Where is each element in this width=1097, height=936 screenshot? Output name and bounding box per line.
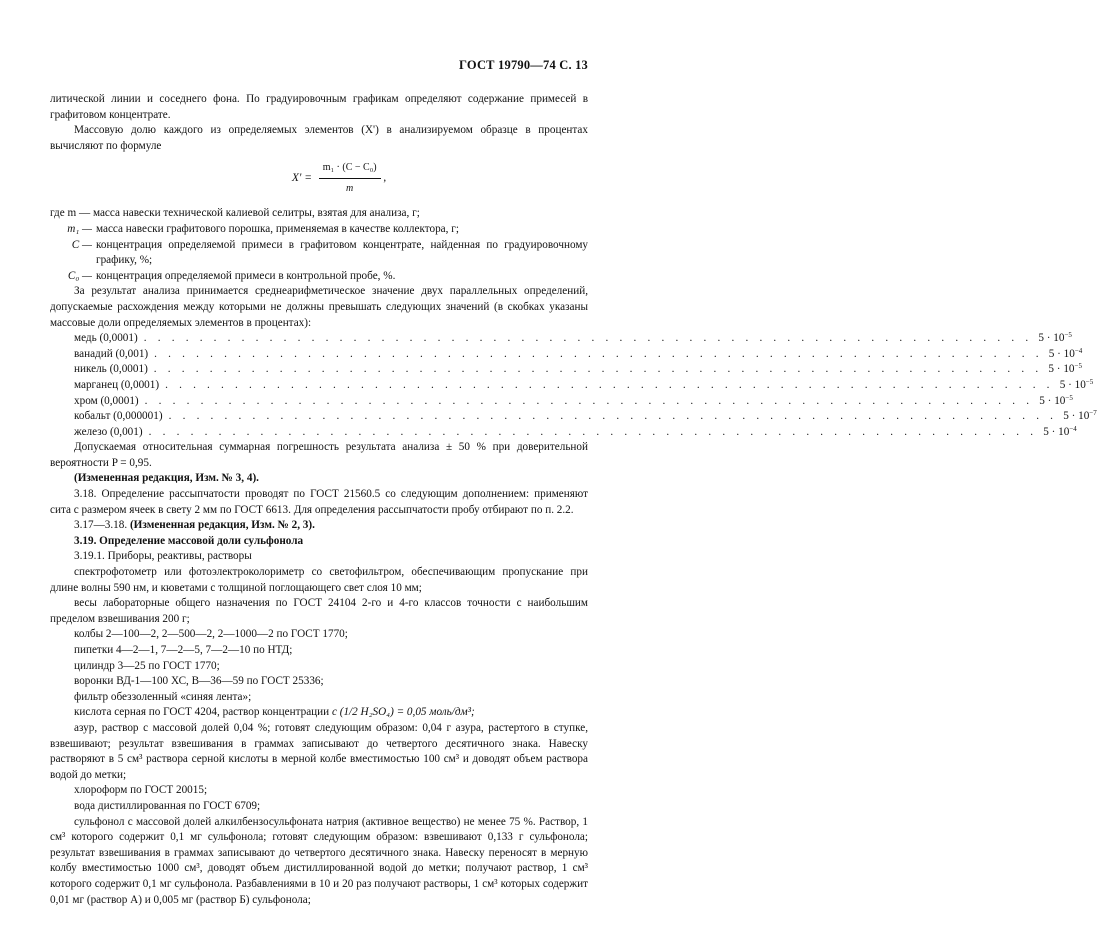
page-header: ГОСТ 19790—74 С. 13 bbox=[459, 58, 588, 72]
definition-text: концентрация определяемой примеси в графитовом концентрате, найденная по градуировочному графику, %; bbox=[96, 238, 588, 267]
definitions-list bbox=[50, 206, 588, 284]
limit-row bbox=[50, 331, 1072, 347]
limit-value: $5 \cdot 10^{-5}$ bbox=[1059, 377, 1094, 391]
edit-note-1: (Измененная редакция, Изм. № 3, 4). bbox=[74, 472, 259, 485]
section-heading-3-19-1: 3.19.1. Приборы, реактивы, растворы bbox=[74, 550, 252, 563]
limit-row bbox=[50, 409, 1097, 425]
reagent-sulfonol: сульфонол с массовой долей алкилбензосульфоната натрия (активное вещество) не менее 75 %. Раствор, 1 см³ которого содержит 0,1 мг сульфонола; готовят следующим образом: взвешивают 0,133 г сульфонола; результат взвешивания в граммах записывают до четвертого десятичного знака. Навеску переносят в мерную колбу вместимостью 1000 см³, доводят объем дистиллированной водой до метки; получают раствор, 1 см³ которого содержит 0,1 мг сульфонола. Разбавлениями в 10 и 20 раз получают растворы, 1 см³ которых содержит 0,01 мг (раствор А) и 0,005 мг (раствор Б) сульфонола; bbox=[50, 815, 588, 906]
definition-symbol: C₀ — bbox=[67, 269, 92, 282]
intro-paragraph-2: Массовую долю каждого из определяемых элементов (X') в анализируемом образце в процентах вычисляют по формуле bbox=[50, 124, 588, 152]
limit-row bbox=[50, 362, 1082, 378]
limit-element: ванадий (0,001) bbox=[74, 347, 149, 360]
limit-value: $5 \cdot 10^{-4}$ bbox=[1043, 424, 1077, 438]
reagent-sulfuric-acid: кислота серная по ГОСТ 4204, раствор концентрации c (1/2 H₂SO₄) = 0,05 моль/дм³; bbox=[74, 706, 475, 719]
definition-text: масса навески графитового порошка, применяемая в качестве коллектора, г; bbox=[96, 222, 459, 235]
limit-row bbox=[50, 393, 1073, 410]
formula-fraction bbox=[319, 160, 381, 196]
leader-dots: . . . . . . . . . . . . . . . . . . . . . . . . . . . . . . . . . . . . . . . . . . . . . . . . . . . . . . . . . . . . . . . . bbox=[154, 347, 1043, 360]
limit-element: железо (0,001) bbox=[74, 425, 143, 438]
reagent-water: вода дистиллированная по ГОСТ 6709; bbox=[74, 799, 261, 812]
definition-symbol: m₁ — bbox=[67, 222, 92, 235]
definition-item bbox=[50, 206, 588, 222]
limit-row bbox=[50, 424, 1077, 441]
equipment-item: цилиндр 3—25 по ГОСТ 1770; bbox=[74, 659, 220, 672]
equipment-item: фильтр обеззоленный «синяя лента»; bbox=[74, 690, 252, 703]
definition-text: масса навески технической калиевой селитры, взятая для анализа, г; bbox=[92, 207, 420, 220]
limit-element: марганец (0,0001) bbox=[74, 378, 160, 391]
definition-item bbox=[50, 238, 588, 269]
limit-row bbox=[50, 346, 1083, 363]
limit-value: $5 \cdot 10^{-5}$ bbox=[1048, 362, 1082, 376]
definition-symbol: C — bbox=[71, 238, 92, 251]
formula-lhs: X' = bbox=[291, 171, 312, 184]
equipment-item: пипетки 4—2—1, 7—2—5, 7—2—10 по НТД; bbox=[74, 644, 293, 656]
formula-denominator: m bbox=[346, 182, 354, 194]
leader-dots: . . . . . . . . . . . . . . . . . . . . . . . . . . . . . . . . . . . . . . . . . . . . . . . . . . . . . . . . . . . . . . . . bbox=[143, 332, 1033, 345]
limit-row bbox=[50, 377, 1094, 394]
error-paragraph: Допускаемая относительная суммарная погрешность результата анализа ± 50 % при доверительной вероятности P = 0,95. bbox=[50, 441, 588, 469]
formula-comma: , bbox=[383, 172, 387, 185]
reagent-chloroform: хлороформ по ГОСТ 20015; bbox=[74, 784, 208, 797]
edit-note-2: 3.17—3.18. (Измененная редакция, Изм. № 2, 3). bbox=[74, 519, 315, 532]
limit-value: $5 \cdot 10^{-5}$ bbox=[1039, 393, 1073, 407]
limits-list bbox=[50, 331, 1097, 440]
limit-element: никель (0,0001) bbox=[74, 363, 148, 376]
document-body bbox=[50, 92, 1097, 908]
formula-numerator: m₁ · (C − C₀) bbox=[319, 160, 381, 179]
limit-element: медь (0,0001) bbox=[74, 332, 138, 345]
leader-dots: . . . . . . . . . . . . . . . . . . . . . . . . . . . . . . . . . . . . . . . . . . . . . . . . . . . . . . . . . . . . . . . . bbox=[153, 363, 1043, 376]
leader-dots: . . . . . . . . . . . . . . . . . . . . . . . . . . . . . . . . . . . . . . . . . . . . . . . . . . . . . . . . . . . . . . . . bbox=[168, 410, 1058, 423]
result-paragraph: За результат анализа принимается среднеарифметическое значение двух параллельных определений, допускаемые расхождения между которыми не должны превышать следующих значений (в скобках указаны массовые доли определяемых элементов в процентах): bbox=[50, 285, 588, 329]
paragraph-3-18: 3.18. Определение рассыпчатости проводят по ГОСТ 21560.5 со следующим дополнением: применяют сита с размером ячеек в свету 2 мм по ГОСТ 6613. Для определения рассыпчатости пробу отбирают по п. 2.2. bbox=[50, 488, 588, 516]
leader-dots: . . . . . . . . . . . . . . . . . . . . . . . . . . . . . . . . . . . . . . . . . . . . . . . . . . . . . . . . . . . . . . . . bbox=[148, 425, 1038, 438]
definition-text: концентрация определяемой примеси в контрольной пробе, %. bbox=[96, 269, 396, 282]
definition-item bbox=[50, 222, 588, 238]
limit-value: $5 \cdot 10^{-4}$ bbox=[1048, 346, 1083, 360]
formula bbox=[90, 160, 588, 200]
limit-element: хром (0,0001) bbox=[74, 394, 139, 407]
equipment-item: спектрофотометр или фотоэлектроколориметр со светофильтром, обеспечивающим пропускание при длине волны 590 нм, и кюветами с толщиной поглощающего свет слоя 10 мм; bbox=[50, 566, 588, 594]
intro-paragraph-1: литической линии и соседнего фона. По градуировочным графикам определяют содержание примесей в графитовом концентрате. bbox=[50, 93, 588, 121]
definition-item bbox=[50, 269, 588, 285]
section-heading-3-19: 3.19. Определение массовой доли сульфонола bbox=[74, 534, 304, 547]
leader-dots: . . . . . . . . . . . . . . . . . . . . . . . . . . . . . . . . . . . . . . . . . . . . . . . . . . . . . . . . . . . . . . . . bbox=[165, 378, 1054, 391]
limit-value: $5 \cdot 10^{-5}$ bbox=[1038, 331, 1072, 345]
reagent-azur: азур, раствор с массовой долей 0,04 %; готовят следующим образом: 0,04 г азура, растертого в ступке, взвешивают; результат взвешивания в граммах записывают до четвертого десятичного знака. Навеску растворяют в 5 см³ раствора серной кислоты в мерной колбе вместимостью 100 см³ и доводят объем раствора водой до метки; bbox=[50, 721, 588, 781]
definition-symbol: где m — bbox=[50, 207, 91, 220]
leader-dots: . . . . . . . . . . . . . . . . . . . . . . . . . . . . . . . . . . . . . . . . . . . . . . . . . . . . . . . . . . . . . . . . bbox=[144, 394, 1034, 407]
limit-value: $5 \cdot 10^{-7}$ bbox=[1063, 409, 1097, 423]
equipment-item: весы лабораторные общего назначения по ГОСТ 24104 2-го и 4-го классов точности с наибольшим пределом взвешивания 200 г; bbox=[50, 597, 588, 625]
limit-element: кобальт (0,000001) bbox=[74, 410, 163, 423]
equipment-item: воронки ВД-1—100 ХС, В—36—59 по ГОСТ 25336; bbox=[74, 675, 324, 688]
equipment-item: колбы 2—100—2, 2—500—2, 2—1000—2 по ГОСТ 1770; bbox=[74, 628, 348, 641]
